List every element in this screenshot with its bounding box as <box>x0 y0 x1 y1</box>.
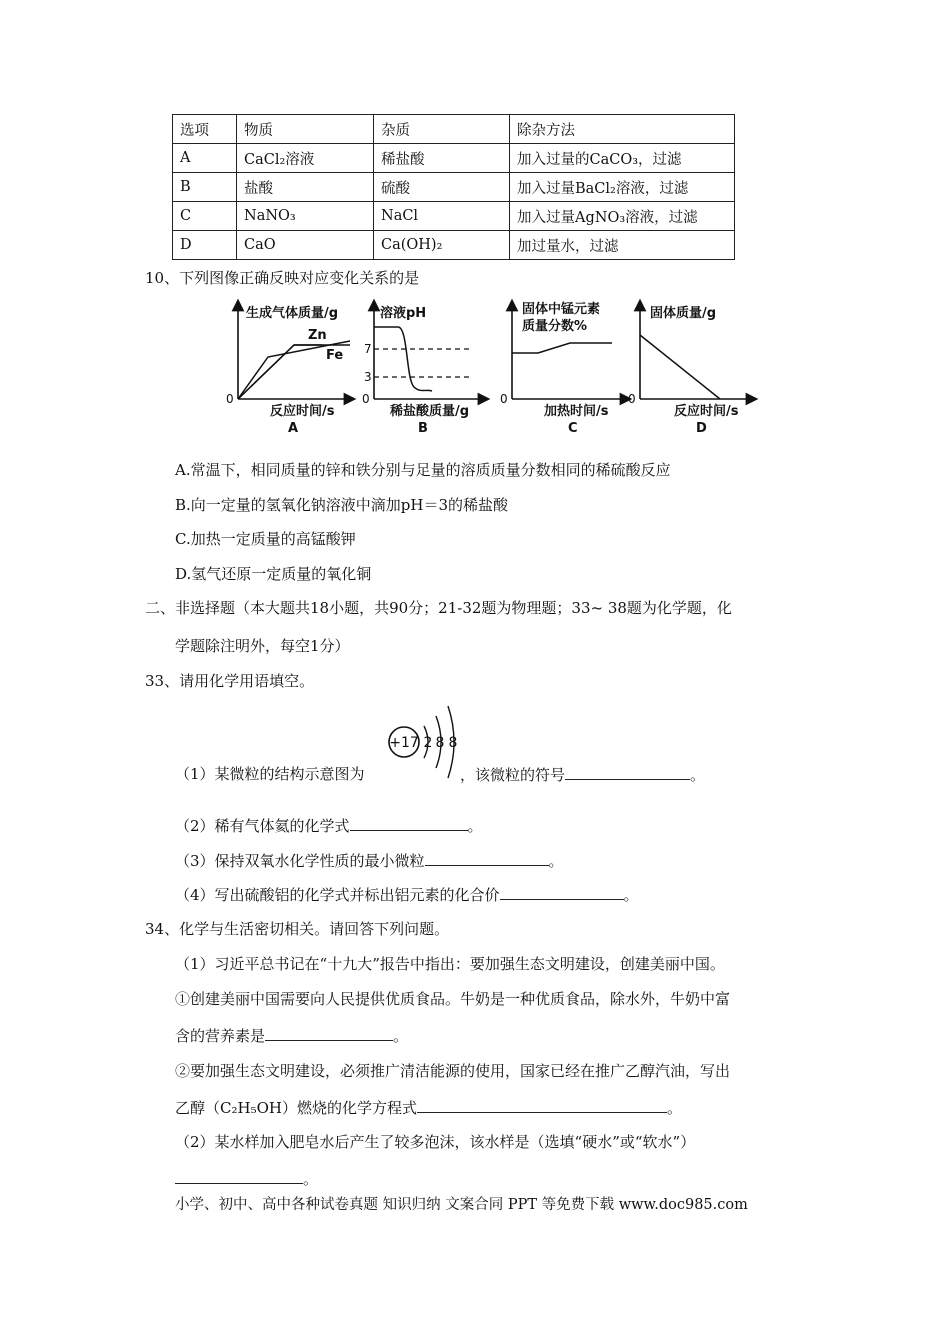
answer-blank[interactable] <box>417 1097 667 1113</box>
q33-part2-end: 。 <box>467 817 483 835</box>
graph-c-ylabel-2: 质量分数% <box>522 319 588 334</box>
atom-structure-diagram <box>384 700 464 780</box>
graph-a-ylabel: 生成气体质量/g <box>246 306 339 321</box>
graph-a-zn-label: Zn <box>308 328 327 343</box>
table-cell: C <box>173 202 237 231</box>
section2-heading-cont: 学题除注明外，每空1分） <box>175 637 350 655</box>
graph-b <box>362 305 484 436</box>
table-header-cell: 物质 <box>237 115 374 144</box>
answer-blank[interactable] <box>565 764 690 780</box>
graph-c-origin: 0 <box>500 392 508 406</box>
q34-part1b-end: 。 <box>666 1099 682 1117</box>
q33-part2-text: （2）稀有气体氦的化学式 <box>175 817 350 835</box>
table-cell: CaCl₂溶液 <box>237 144 374 173</box>
graph-c-letter: C <box>568 421 578 436</box>
q10-option-c: C.加热一定质量的高锰酸钾 <box>175 530 356 548</box>
q34-stem: 34、化学与生活密切相关。请回答下列问题。 <box>145 920 450 938</box>
table-header-row <box>173 115 735 144</box>
q33-stem: 33、请用化学用语填空。 <box>145 672 315 690</box>
graph-a-xlabel: 反应时间/s <box>270 404 335 419</box>
answer-blank[interactable] <box>500 884 624 900</box>
q34-part1: （1）习近平总书记在“十九大”报告中指出：要加强生态文明建设，创建美丽中国。 <box>175 955 725 973</box>
graph-a-origin: 0 <box>226 392 234 406</box>
graph-d-curve <box>640 335 720 399</box>
atom-shell-2: 8 <box>435 735 445 751</box>
q34-part2-line1: （2）某水样加入肥皂水后产生了较多泡沫，该水样是（选填“硬水”或“软水”） <box>175 1133 696 1151</box>
q10-option-d: D.氢气还原一定质量的氧化铜 <box>175 565 372 583</box>
q33-part3 <box>175 850 564 871</box>
graph-c-curve <box>512 343 612 353</box>
q33-part4-end: 。 <box>623 886 639 904</box>
table-header-cell: 杂质 <box>374 115 510 144</box>
graph-c <box>500 301 626 436</box>
q34-part1b-line1: ②要加强生态文明建设，必须推广清洁能源的使用，国家已经在推广乙醇汽油，写出 <box>175 1062 731 1080</box>
answer-blank[interactable] <box>265 1025 393 1041</box>
graph-d-ylabel: 固体质量/g <box>650 306 717 321</box>
q33-part1 <box>175 764 365 784</box>
atom-shell-3: 8 <box>448 735 458 751</box>
table-cell: NaCl <box>374 202 510 231</box>
graph-d-xlabel: 反应时间/s <box>674 404 739 419</box>
q34-part2-end: 。 <box>303 1170 319 1188</box>
q33-part1-text-b: ，该微粒的符号 <box>460 766 566 784</box>
table-cell: 加入过量BaCl₂溶液，过滤 <box>510 173 735 202</box>
graph-d-origin: 0 <box>628 392 636 406</box>
graph-c-ylabel-1: 固体中锰元素 <box>522 302 601 317</box>
graph-b-tick-7: 7 <box>364 342 372 356</box>
table-cell: D <box>173 231 237 260</box>
table-cell: 加入过量AgNO₃溶液，过滤 <box>510 202 735 231</box>
graph-b-letter: B <box>418 421 428 436</box>
table-cell: NaNO₃ <box>237 202 374 231</box>
table-header-cell: 除杂方法 <box>510 115 735 144</box>
graph-b-ylabel: 溶液pH <box>380 306 427 321</box>
table-cell: 硫酸 <box>374 173 510 202</box>
q34-part1b-text: 乙醇（C₂H₅OH）燃烧的化学方程式 <box>175 1099 417 1117</box>
q10-option-a: A.常温下，相同质量的锌和铁分别与足量的溶质质量分数相同的稀硫酸反应 <box>175 461 671 479</box>
table-cell: 稀盐酸 <box>374 144 510 173</box>
q34-part2-line2 <box>175 1168 318 1189</box>
table-cell: B <box>173 173 237 202</box>
answer-blank[interactable] <box>350 815 468 831</box>
graph-a-fe-label: Fe <box>326 348 344 363</box>
q33-part1-end: 。 <box>690 766 706 784</box>
answer-blank[interactable] <box>425 850 549 866</box>
q10-graphs <box>222 295 762 440</box>
atom-nucleus-charge: +17 <box>389 735 419 751</box>
table-row <box>173 173 735 202</box>
q33-part3-text: （3）保持双氧水化学性质的最小微粒 <box>175 852 425 870</box>
atom-shell-1: 2 <box>423 735 433 751</box>
graph-d <box>628 305 752 436</box>
q33-part1-text-a: （1）某微粒的结构示意图为 <box>175 765 365 783</box>
q33-part2 <box>175 815 483 836</box>
q33-part4 <box>175 884 639 905</box>
table-row <box>173 231 735 260</box>
q34-part1b-line2 <box>175 1097 682 1118</box>
graph-b-xlabel: 稀盐酸质量/g <box>390 404 470 419</box>
q33-part4-text: （4）写出硫酸铝的化学式并标出铝元素的化合价 <box>175 886 500 904</box>
q10-stem: 10、下列图像正确反映对应变化关系的是 <box>145 269 420 287</box>
table-cell: A <box>173 144 237 173</box>
page-footer: 小学、初中、高中各种试卷真题 知识归纳 文案合同 PPT 等免费下载 www.doc985.com <box>175 1197 748 1213</box>
table-cell: Ca(OH)₂ <box>374 231 510 260</box>
q10-option-b: B.向一定量的氢氧化钠溶液中滴加pH＝3的稀盐酸 <box>175 496 509 514</box>
q34-part1a-line1: ①创建美丽中国需要向人民提供优质食品。牛奶是一种优质食品，除水外，牛奶中富 <box>175 990 731 1008</box>
answer-blank[interactable] <box>175 1168 303 1184</box>
q34-part1a-end: 。 <box>393 1027 409 1045</box>
graph-b-ph-curve <box>374 327 432 391</box>
table-row <box>173 144 735 173</box>
graph-a-letter: A <box>288 421 299 436</box>
table-row <box>173 202 735 231</box>
section2-heading: 二、非选择题（本大题共18小题，共90分；21-32题为物理题；33~ 38题为化学题，化 <box>145 599 732 617</box>
q34-part1a-text: 含的营养素是 <box>175 1027 266 1045</box>
graph-b-tick-3: 3 <box>364 370 372 384</box>
table-header-cell: 选项 <box>173 115 237 144</box>
graph-b-origin: 0 <box>362 392 370 406</box>
table-cell: 加过量水，过滤 <box>510 231 735 260</box>
impurity-removal-table <box>172 114 735 260</box>
q33-part3-end: 。 <box>548 852 564 870</box>
q33-part1-cont <box>460 764 705 785</box>
table-cell: 盐酸 <box>237 173 374 202</box>
table-cell: 加入过量的CaCO₃，过滤 <box>510 144 735 173</box>
graph-a <box>226 305 350 436</box>
table-cell: CaO <box>237 231 374 260</box>
graph-c-xlabel: 加热时间/s <box>544 404 609 419</box>
graph-d-letter: D <box>696 421 707 436</box>
q34-part1a-line2 <box>175 1025 408 1046</box>
